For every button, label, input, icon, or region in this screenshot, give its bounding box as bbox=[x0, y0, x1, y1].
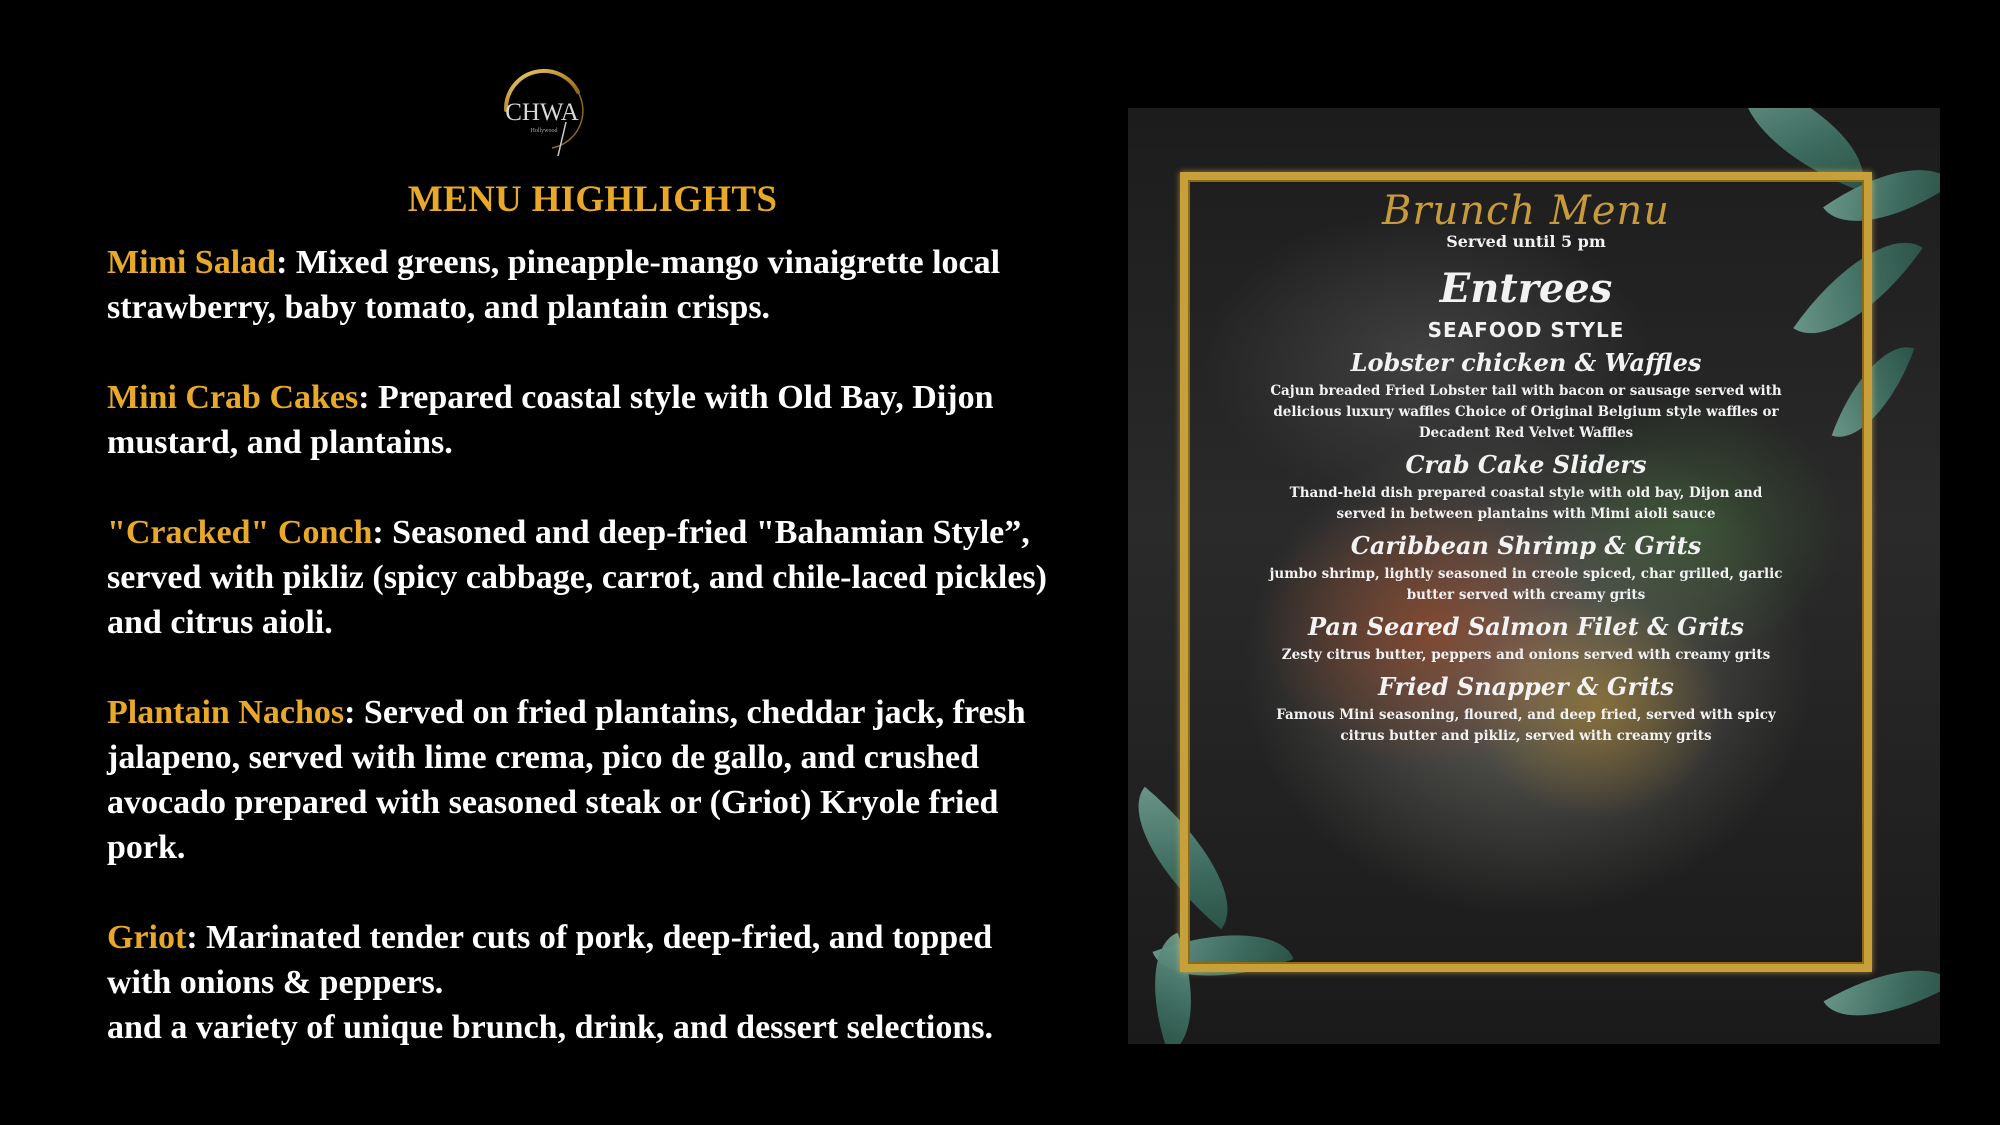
dish-description: Zesty citrus butter, peppers and onions served with creamy grits bbox=[1281, 647, 1771, 663]
item-name: Mimi Salad bbox=[107, 244, 277, 281]
list-item bbox=[107, 240, 1057, 330]
item-description: : Marinated tender cuts of pork, deep-fried, and topped with onions & peppers. bbox=[107, 919, 993, 1001]
dish-title: Lobster chicken & Waffles bbox=[1350, 348, 1702, 377]
item-description: : Served on fried plantains, cheddar jack, fresh jalapeno, served with lime crema, pico de gallo, and crushed avocado prepared with seasoned steak or (Griot) Kryole fried pork. bbox=[107, 694, 1026, 866]
item-name: Mini Crab Cakes bbox=[107, 379, 359, 416]
list-item bbox=[107, 375, 1057, 465]
dish-description: Thand-held dish prepared coastal style with old bay, Dijon and served in between plantains with Mimi aioli sauce bbox=[1289, 485, 1763, 522]
section-title: Entrees bbox=[1439, 265, 1613, 312]
served-until: Served until 5 pm bbox=[1446, 232, 1606, 251]
item-name: "Cracked" Conch bbox=[107, 514, 373, 551]
footer-note: and a variety of unique brunch, drink, and dessert selections. bbox=[107, 1009, 993, 1046]
list-item bbox=[107, 915, 1057, 1005]
brunch-menu-image bbox=[1128, 108, 1940, 1044]
menu-highlights-list bbox=[107, 240, 1057, 1050]
item-name: Griot bbox=[107, 919, 187, 956]
item-description: : Prepared coastal style with Old Bay, Dijon mustard, and plantains. bbox=[107, 379, 994, 461]
list-item bbox=[107, 510, 1057, 645]
subsection-title: SEAFOOD STYLE bbox=[1427, 318, 1625, 342]
list-item bbox=[107, 690, 1057, 870]
dish-description: Famous Mini seasoning, floured, and deep fried, served with spicy citrus butter and pikliz, served with creamy grits bbox=[1276, 707, 1776, 744]
dish-description: Cajun breaded Fried Lobster tail with bacon or sausage served with delicious luxury waffles Choice of Original Belgium style waffles or Decadent Red Velvet Waffles bbox=[1270, 383, 1782, 441]
brunch-menu-card bbox=[1188, 188, 1864, 747]
dish-title: Caribbean Shrimp & Grits bbox=[1350, 531, 1702, 560]
item-description: : Mixed greens, pineapple-mango vinaigrette local strawberry, baby tomato, and plantain crisps. bbox=[107, 244, 1001, 326]
dish-title: Pan Seared Salmon Filet & Grits bbox=[1307, 612, 1745, 641]
dish-title: Fried Snapper & Grits bbox=[1378, 672, 1674, 701]
page-title: MENU HIGHLIGHTS bbox=[407, 179, 778, 220]
svg-text:CHWA: CHWA bbox=[505, 99, 579, 126]
item-description: : Seasoned and deep-fried "Bahamian Style”, served with pikliz (spicy cabbage, carrot, and chile-laced pickles) and citrus aioli. bbox=[107, 514, 1047, 641]
dish-description: jumbo shrimp, lightly seasoned in creole spiced, char grilled, garlic butter served with creamy grits bbox=[1269, 566, 1783, 603]
chwa-logo bbox=[492, 52, 592, 164]
item-name: Plantain Nachos bbox=[107, 694, 345, 731]
dish-title: Crab Cake Sliders bbox=[1405, 450, 1647, 479]
brunch-menu-title: Brunch Menu bbox=[1381, 188, 1671, 234]
svg-text:Hollywood: Hollywood bbox=[530, 128, 558, 134]
